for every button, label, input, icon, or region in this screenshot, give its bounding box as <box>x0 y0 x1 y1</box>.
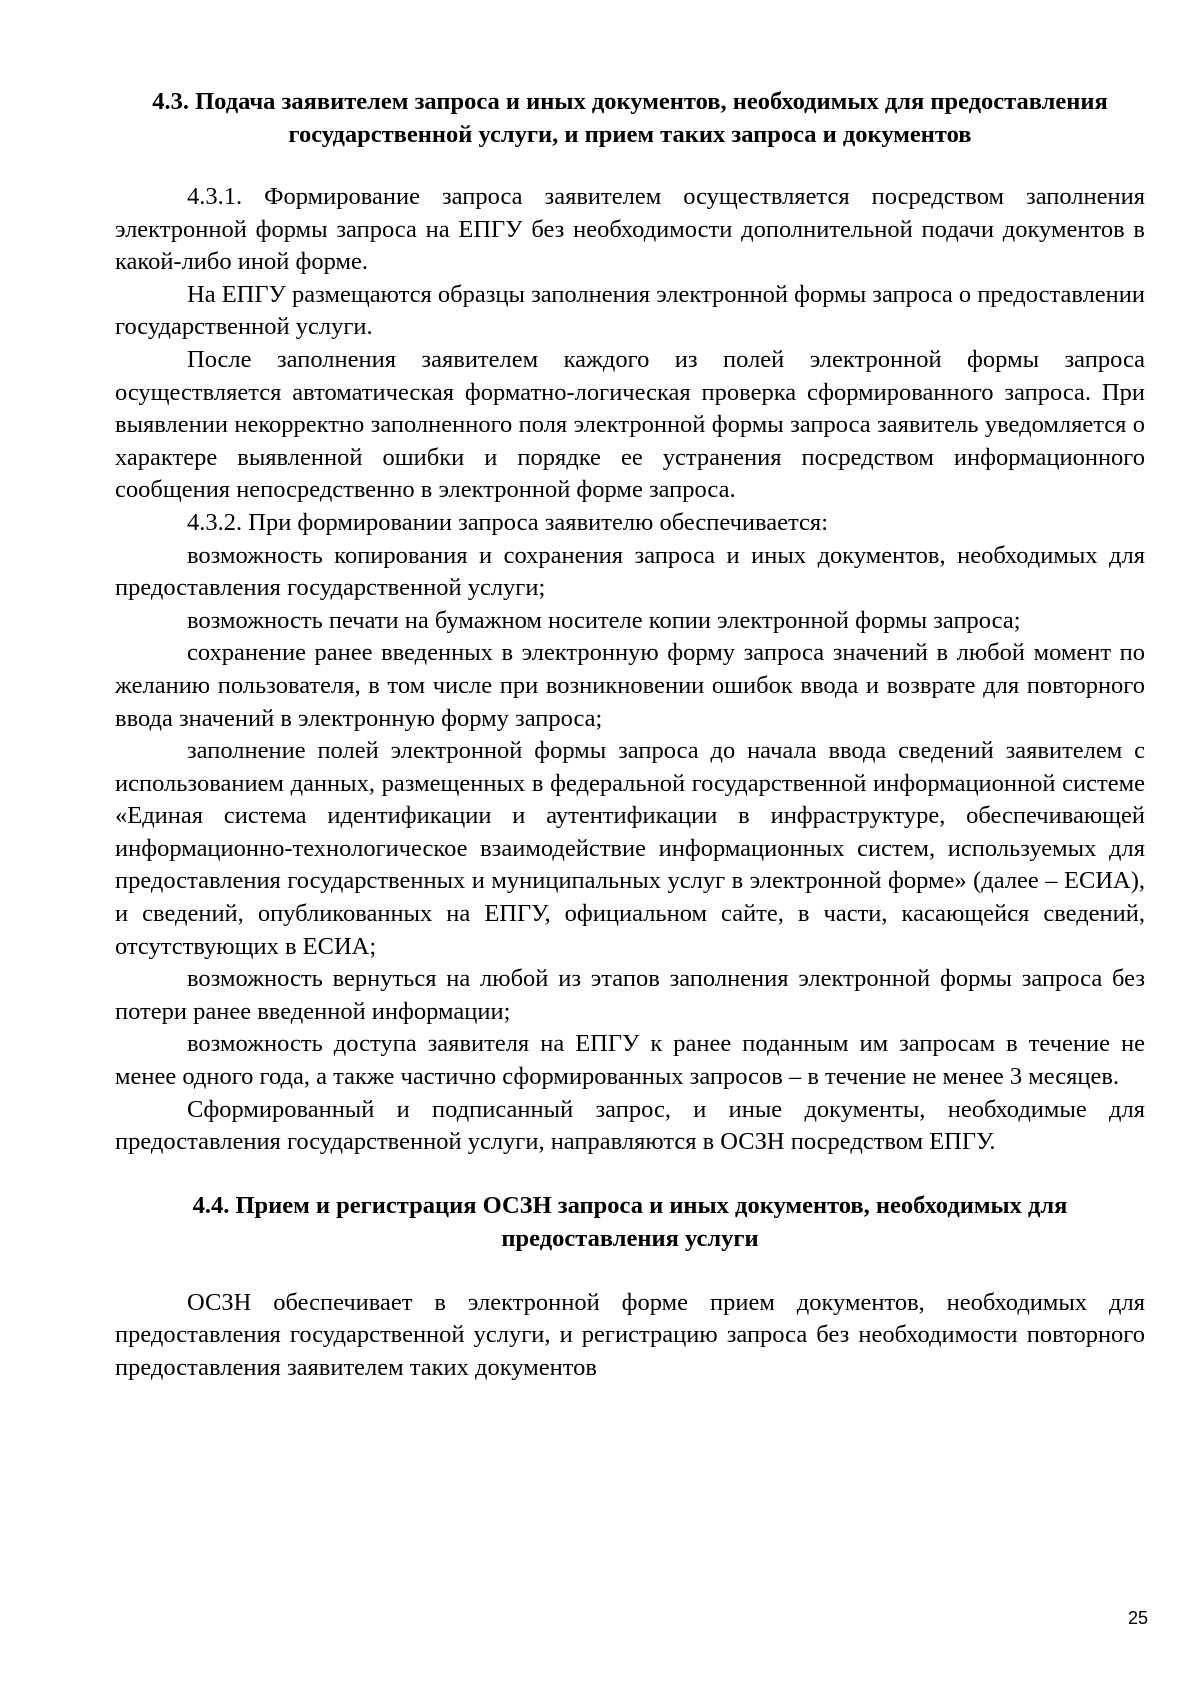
paragraph: 4.3.2. При формировании запроса заявителю обеспечивается: <box>187 508 828 536</box>
page-number: 25 <box>1127 1608 1148 1628</box>
paragraph: 4.3.1. Формирование запроса заявителем осуществляется посредством заполнения электронной формы запроса на ЕПГУ без необходимости дополнительной подачи документов в какой-либо иной форме. <box>115 183 1145 276</box>
section-heading-4-3: 4.3. Подача заявителем запроса и иных документов, необходимых для предоставления государственной услуги, и прием таких запроса и документов <box>152 88 1108 148</box>
list-item: возможность доступа заявителя на ЕПГУ к ранее поданным им запросам в течение не менее одного года, а также частично сформированных запросов – в течение не менее 3 месяцев. <box>115 1030 1145 1091</box>
document-page <box>115 85 1145 1385</box>
paragraph: На ЕПГУ размещаются образцы заполнения электронной формы запроса о предоставлении государственной услуги. <box>115 280 1145 341</box>
list-item: сохранение ранее введенных в электронную форму запроса значений в любой момент по желанию пользователя, в том числе при возникновении ошибок ввода и возврате для повторного ввода значений в электронную форму запроса; <box>115 639 1145 732</box>
list-item: заполнение полей электронной формы запроса до начала ввода сведений заявителем с использованием данных, размещенных в федеральной государственной информационной системе «Единая система идентификации и аутентификации в инфраструктуре, обеспечивающей информационно-технологическое взаимодействие информационных систем, используемых для предоставления государственных и муниципальных услуг в электронной форме» (далее – ЕСИА), и сведений, опубликованных на ЕПГУ, официальном сайте, в части, касающейся сведений, отсутствующих в ЕСИА; <box>115 737 1145 960</box>
paragraph: После заполнения заявителем каждого из полей электронной формы запроса осуществляется автоматическая форматно-логическая проверка сформированного запроса. При выявлении некорректно заполненного поля электронной формы запроса заявитель уведомляется о характере выявленной ошибки и порядке ее устранения посредством информационного сообщения непосредственно в электронной форме запроса. <box>115 345 1145 504</box>
paragraph: Сформированный и подписанный запрос, и иные документы, необходимые для предоставления государственной услуги, направляются в ОСЗН посредством ЕПГУ. <box>115 1095 1145 1156</box>
list-item: возможность печати на бумажном носителе копии электронной формы запроса; <box>187 606 1021 634</box>
list-item: возможность копирования и сохранения запроса и иных документов, необходимых для предоставления государственной услуги; <box>115 541 1145 602</box>
list-item: возможность вернуться на любой из этапов заполнения электронной формы запроса без потери ранее введенной информации; <box>115 965 1145 1025</box>
paragraph: ОСЗН обеспечивает в электронной форме прием документов, необходимых для предоставления государственной услуги, и регистрацию запроса без необходимости повторного предоставления заявителем таких документов <box>115 1288 1145 1381</box>
section-heading-4-4: 4.4. Прием и регистрация ОСЗН запроса и иных документов, необходимых для предоставления услуги <box>192 1191 1068 1252</box>
